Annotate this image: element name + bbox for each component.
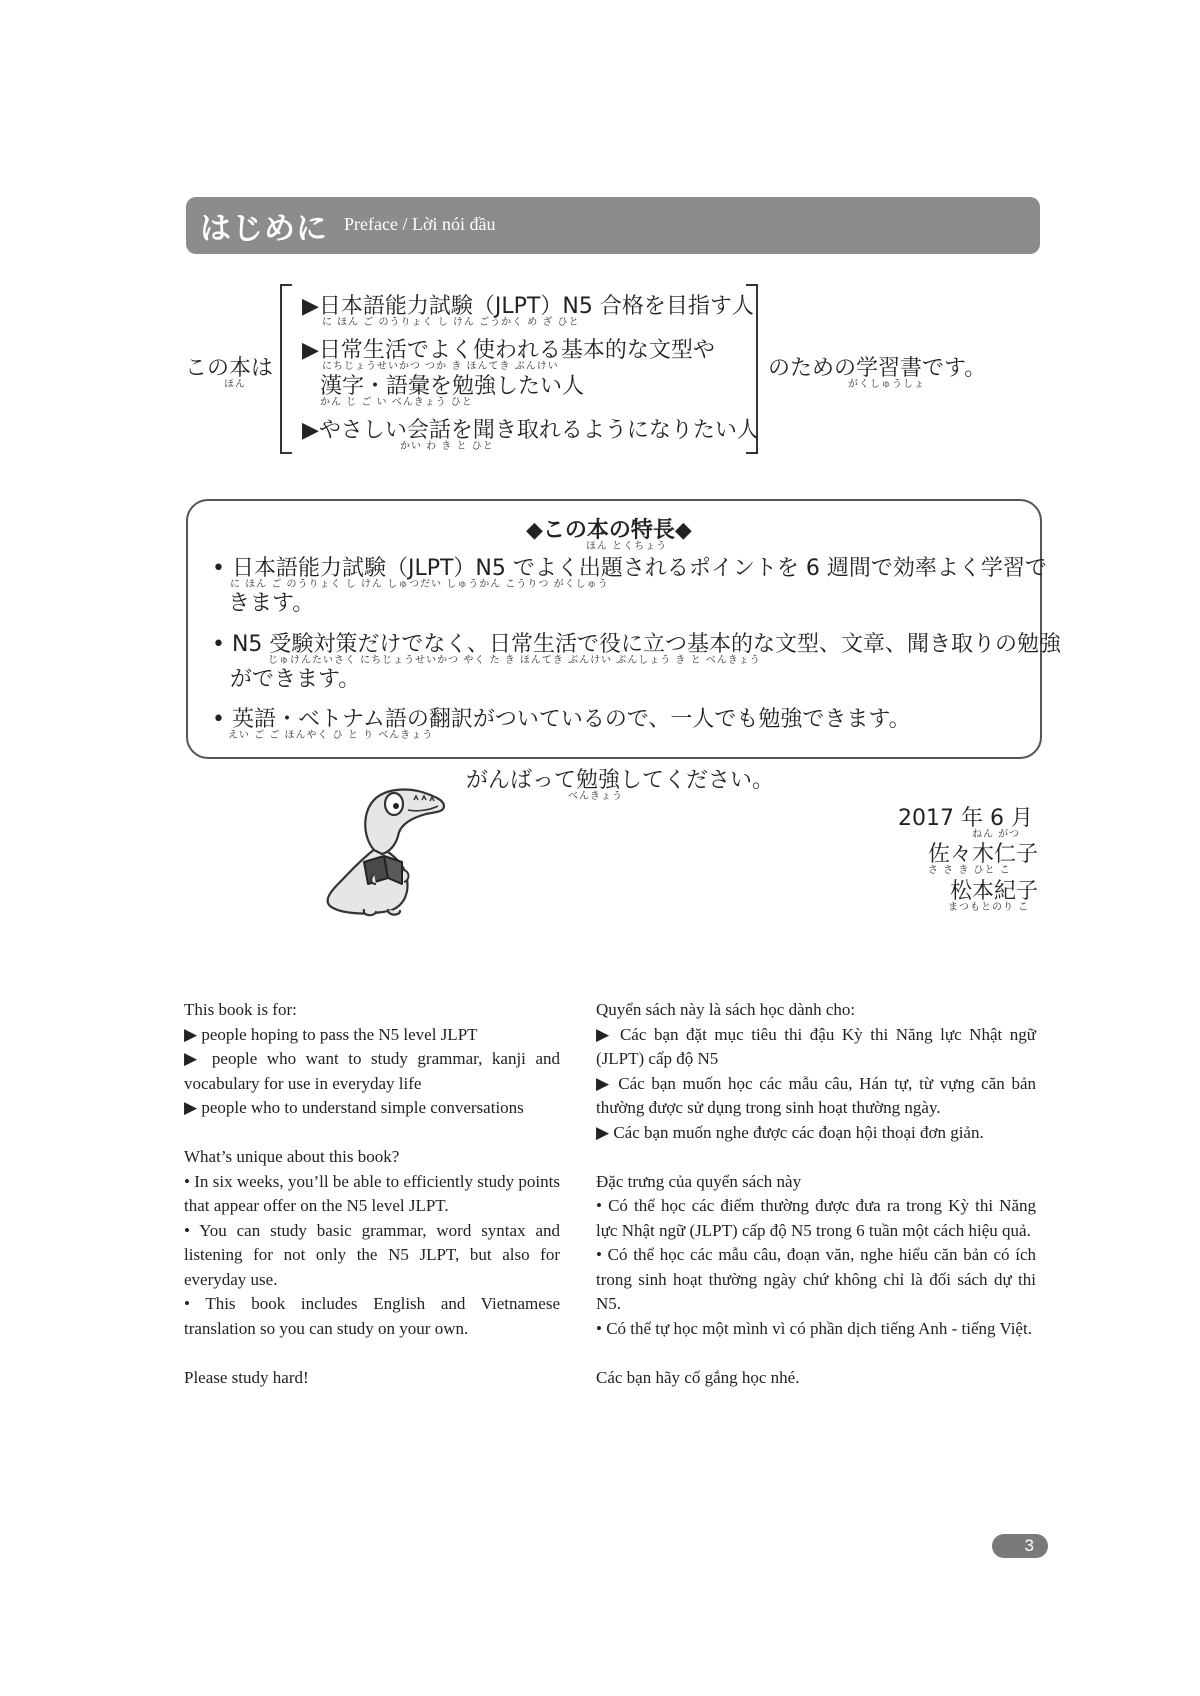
section-title-sub: Preface / Lời nói đầu	[344, 214, 496, 234]
target-item-1-ruby: に ほん ご のうりょく し けん ごうかく め ざ ひと	[322, 317, 580, 328]
vietnamese-closing: Các bạn hãy cố gắng học nhé.	[596, 1367, 800, 1387]
intro-lead-ruby: ほん	[224, 379, 246, 390]
closing-message: がんばって勉強してください。	[466, 768, 775, 793]
vietnamese-column	[596, 998, 1036, 1390]
feature-item-1-ruby: に ほん ご のうりょく し けん しゅつだい しゅうかん こうりつ がくしゅう	[230, 579, 609, 590]
english-unique-2: • You can study basic grammar, word syntax and listening for not only the N5 JLPT, but also for everyday use.	[184, 1220, 560, 1289]
vietnamese-unique-3: • Có thể tự học một mình vì có phần dịch tiếng Anh - tiếng Việt.	[596, 1318, 1032, 1338]
target-item-3: ▶やさしい会話を聞き取れるようになりたい人	[302, 418, 759, 443]
features-title: ◆この本の特長◆	[526, 518, 692, 543]
feature-item-3-ruby: えい ご ご ほんやく ひ と り べんきょう	[228, 730, 434, 741]
target-item-2b: 漢字・語彙を勉強したい人	[320, 374, 585, 399]
english-column	[184, 998, 560, 1390]
vietnamese-intro: Quyển sách này là sách học dành cho:	[596, 1000, 856, 1019]
intro-tail: のための学習書です。	[768, 356, 987, 381]
vietnamese-bullet-3: ▶ Các bạn muốn nghe được các đoạn hội thoại đơn giản.	[596, 1122, 984, 1142]
author-2: 松本紀子	[950, 879, 1039, 904]
vietnamese-unique-2: • Có thể học các mẫu câu, đoạn văn, nghe hiểu căn bản có ích trong sinh hoạt thường ngày chứ không chỉ là đối sách dự thi N5.	[596, 1245, 1036, 1313]
english-intro: This book is for:	[184, 1000, 297, 1019]
english-unique-title: What’s unique about this book?	[184, 1147, 400, 1166]
target-item-1: ▶日本語能力試験（JLPT）N5 合格を目指す人	[302, 294, 754, 319]
section-title-jp: はじめに	[200, 211, 328, 247]
intro-lead: この本は	[185, 356, 274, 381]
vietnamese-unique-1: • Có thể học các điểm thường được đưa ra trong Kỳ thi Năng lực Nhật ngữ (JLPT) cấp độ N5 trong 6 tuần một cách hiệu quả.	[596, 1196, 1036, 1240]
feature-item-2-cont: ができます。	[230, 667, 361, 692]
section-header	[186, 197, 1040, 254]
feature-item-2-ruby: じゅけんたいさく にちじょうせいかつ やく た き ほんてき ぶんけい ぶんしょう き と べんきょう	[268, 655, 761, 666]
feature-item-3: • 英語・ベトナム語の翻訳がついているので、一人でも勉強できます。	[212, 707, 911, 732]
closing-message-ruby: べんきょう	[568, 791, 623, 802]
english-bullet-1: ▶ people hoping to pass the N5 level JLPT	[184, 1024, 478, 1044]
english-bullet-3: ▶ people who to understand simple conversations	[184, 1098, 524, 1117]
vietnamese-bullet-1: ▶ Các bạn đặt mục tiêu thi đậu Kỳ thi Năng lực Nhật ngữ (JLPT) cấp độ N5	[596, 1024, 1036, 1068]
english-closing: Please study hard!	[184, 1367, 309, 1387]
closing-date-ruby: ねん がつ	[972, 829, 1021, 840]
author-2-ruby: まつもとのり こ	[948, 902, 1030, 913]
author-1: 佐々木仁子	[928, 842, 1039, 867]
page-number: 3	[992, 1534, 1048, 1558]
feature-item-1: • 日本語能力試験（JLPT）N5 でよく出題されるポイントを 6 週間で効率よく学習で	[212, 556, 1047, 581]
author-1-ruby: さ さ き ひと こ	[928, 865, 1011, 876]
target-item-2b-ruby: かん じ ご い べんきょう ひと	[320, 397, 473, 408]
intro-tail-ruby: がくしゅうしょ	[848, 379, 925, 390]
crocodile-mascot-illustration	[318, 770, 448, 918]
english-unique-3: • This book includes English and Vietnamese translation so you can study on your own.	[184, 1294, 560, 1338]
vietnamese-bullet-2: ▶ Các bạn muốn học các mẫu câu, Hán tự, từ vựng căn bản thường được sử dụng trong sinh hoạt thường ngày.	[596, 1073, 1036, 1117]
closing-date: 2017 年 6 月	[898, 806, 1033, 831]
features-title-ruby: ほん とくちょう	[586, 541, 668, 552]
target-item-3-ruby: かい わ き と ひと	[400, 441, 494, 452]
feature-item-1-cont: きます。	[228, 591, 315, 616]
target-item-2-ruby: にちじょうせいかつ つか き ほんてき ぶんけい	[322, 361, 559, 372]
english-bullet-2: ▶ people who want to study grammar, kanji and vocabulary for use in everyday life	[184, 1049, 560, 1093]
feature-item-2: • N5 受験対策だけでなく、日常生活で役に立つ基本的な文型、文章、聞き取りの勉強	[212, 632, 1061, 657]
english-unique-1: • In six weeks, you’ll be able to efficiently study points that appear offer on the N5 level JLPT.	[184, 1171, 560, 1215]
target-item-2: ▶日常生活でよく使われる基本的な文型や	[302, 338, 715, 363]
vietnamese-unique-title: Đặc trưng của quyển sách này	[596, 1171, 802, 1191]
